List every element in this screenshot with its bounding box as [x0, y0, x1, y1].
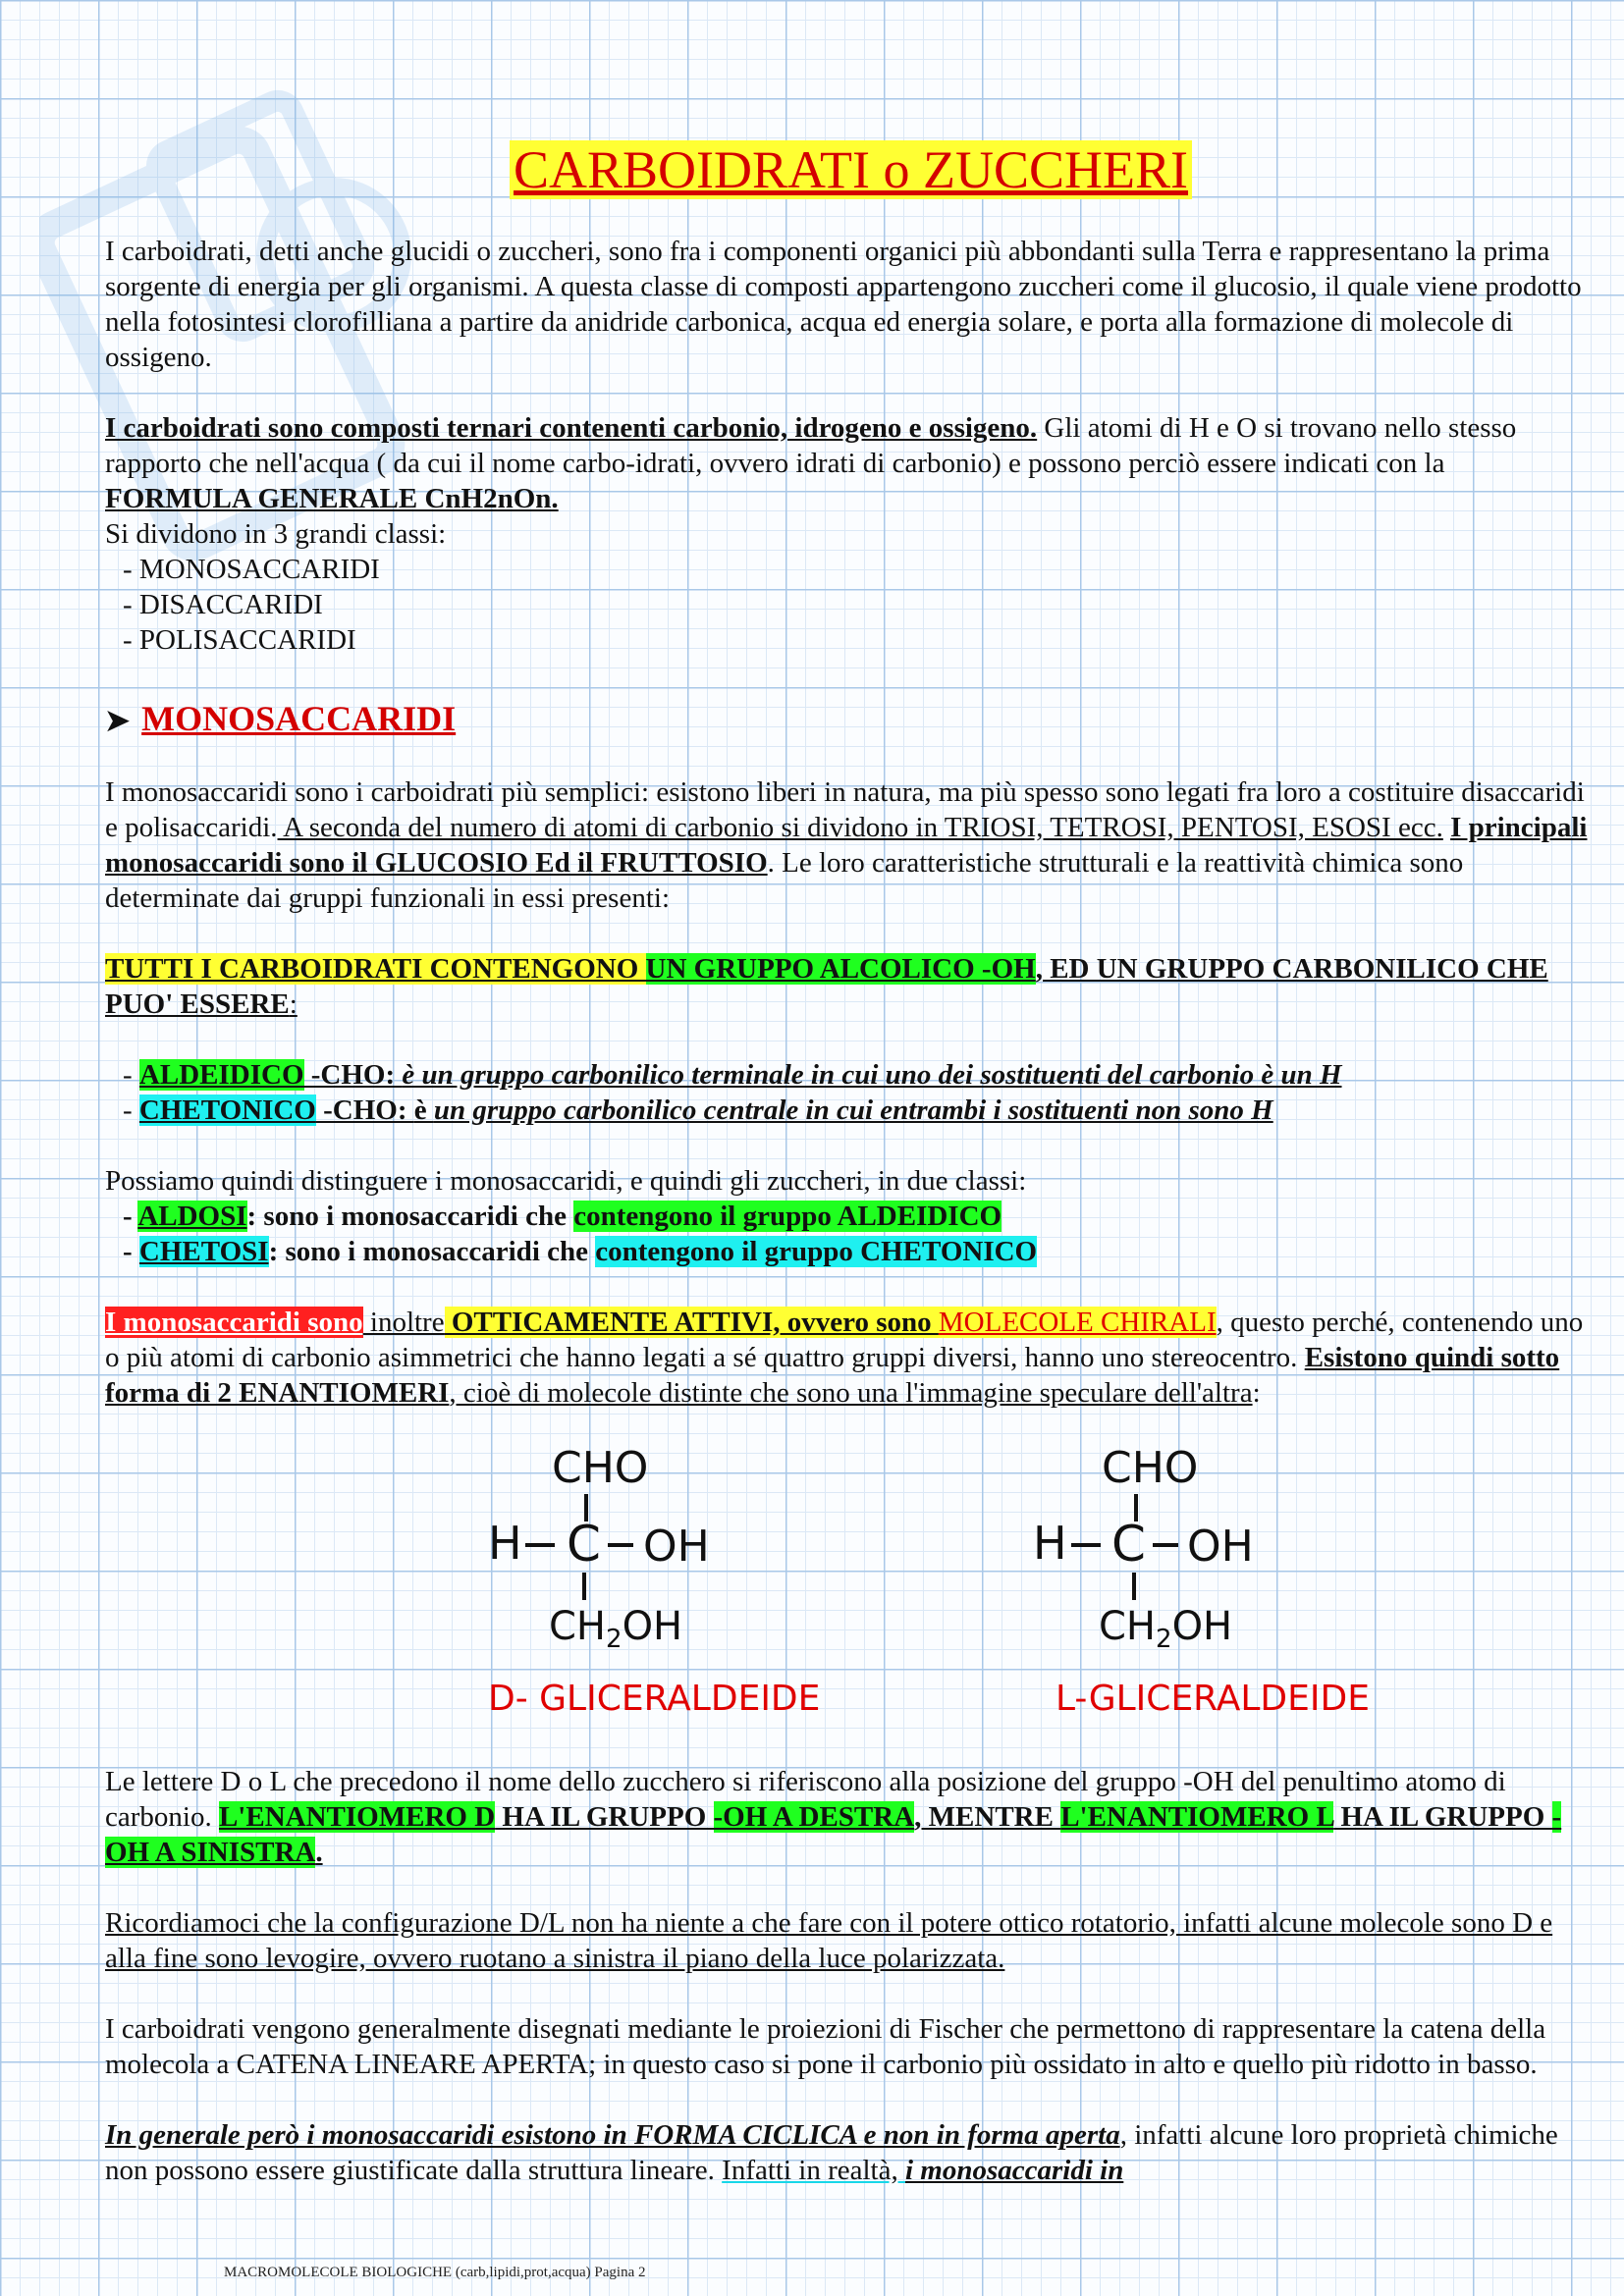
d-cho-label: CHO — [552, 1443, 649, 1493]
d-glyceraldehyde-structure — [488, 1443, 820, 1719]
d-c-label: C — [567, 1516, 601, 1573]
section-heading-monosaccaridi: ➤ MONOSACCARIDI — [105, 699, 457, 738]
dl-paragraph: Le lettere D o L che precedono il nome dello zucchero si riferiscono alla posizione del gruppo -OH del penultimo atomo di carbonio. L'ENANTIOMERO D HA IL GRUPPO -OH A DESTRA, MENTRE L'ENANTIOMERO L HA IL GRUPPO -OH A SINISTRA. — [105, 1766, 1562, 1868]
group-aldeidico: - ALDEIDICO -CHO: è un gruppo carbonilico terminale in cui uno dei sostituenti del carbonio è un H — [123, 1059, 1342, 1091]
l-ch2oh-label: $CH_2OH$ — [1099, 1604, 1233, 1654]
glyceraldehyde-figure — [468, 1443, 1411, 1728]
arrow-bullet-icon: ➤ — [105, 705, 131, 737]
l-h-label: H — [1033, 1517, 1067, 1570]
tutti-statement: TUTTI I CARBOIDRATI CONTENGONO UN GRUPPO ALCOLICO -OH, ED UN GRUPPO CARBONILICO CHE PUO' ESSERE: — [105, 953, 1548, 1020]
fischer-paragraph: I carboidrati vengono generalmente disegnati mediante le proiezioni di Fischer che permettono di rappresentare la catena della molecola a CATENA LINEARE APERTA; in questo caso si pone il carbonio più ossidato in alto e quello più ridotto in basso. — [105, 2013, 1546, 2080]
ternari-paragraph — [105, 410, 1588, 516]
page-title: CARBOIDRATI o ZUCCHERI — [510, 140, 1192, 199]
l-cho-label: CHO — [1102, 1443, 1199, 1493]
d-ch2oh-label: $CH_2OH$ — [549, 1604, 683, 1654]
d-glyceraldehyde-label: D- GLICERALDEIDE — [488, 1679, 821, 1719]
aldeidico-label: ALDEIDICO — [138, 1059, 304, 1091]
l-glyceraldehyde-structure — [1033, 1443, 1370, 1719]
ternari-lead: I carboidrati sono composti ternari contenenti carbonio, idrogeno e ossigeno. — [105, 412, 1038, 444]
class-item-2: - DISACCARIDI — [123, 589, 323, 620]
distinguish-paragraph: Possiamo quindi distinguere i monosaccaridi, e quindi gli zuccheri, in due classi: — [105, 1165, 1027, 1197]
class-item-3: - POLISACCARIDI — [123, 624, 356, 656]
mono-paragraph: I monosaccaridi sono i carboidrati più semplici: esistono liberi in natura, ma più spesso sono legati fra loro a costituire disaccaridi e polisaccaridi. A seconda del numero di atomi di carbonio si dividono in TRIOSI, TETROSI, PENTOSI, ESOSI ecc. I principali monosaccaridi sono il GLUCOSIO Ed il FRUTTOSIO. Le loro caratteristiche strutturali e la reattività chimica sono determinate dai gruppi funzionali in essi presenti: — [105, 776, 1588, 914]
classes-intro: Si dividono in 3 grandi classi: — [105, 518, 447, 550]
chetosi-item: - CHETOSI: sono i monosaccaridi che contengono il gruppo CHETONICO — [123, 1236, 1038, 1267]
l-glyceraldehyde-label: L-GLICERALDEIDE — [1056, 1679, 1370, 1719]
general-formula: FORMULA GENERALE CnH2nOn. — [105, 483, 559, 514]
aldosi-item: - ALDOSI: sono i monosaccaridi che contengono il gruppo ALDEIDICO — [123, 1201, 1002, 1232]
d-h-label: H — [488, 1517, 522, 1570]
l-oh-label: OH — [1187, 1522, 1254, 1572]
chetonico-label: CHETONICO — [138, 1095, 316, 1126]
ricordiamo-paragraph: Ricordiamoci che la configurazione D/L non ha niente a che fare con il potere ottico rotatorio, infatti alcune molecole sono D e alla fine sono levogire, ovvero ruotano a sinistra il piano della luce polarizzata. — [105, 1907, 1553, 1974]
class-item-1: - MONOSACCARIDI — [123, 554, 380, 585]
intro-paragraph: I carboidrati, detti anche glucidi o zuccheri, sono fra i componenti organici più abbondanti sulla Terra e rappresentano la prima sorgente di energia per gli organismi. A questa classe di composti appartengono zuccheri come il glucosio, il quale viene prodotto nella fotosintesi clorofilliana a partire da anidride carbonica, acqua ed energia solare, e porta alla formazione di molecole di ossigeno. — [105, 236, 1582, 373]
d-oh-label: OH — [643, 1522, 710, 1572]
ternari-rest: Gli atomi di H e O si trovano nello stesso rapporto che nell'acqua ( da cui il nome carbo-idrati, ovvero idrati di carbonio) e possono perciò essere indicati con la — [105, 412, 1517, 479]
ciclica-paragraph: In generale però i monosaccaridi esistono in FORMA CICLICA e non in forma aperta, infatti alcune loro proprietà chimiche non possono essere giustificate dalla struttura lineare. Infatti in realtà, i monosaccaridi in — [105, 2119, 1558, 2186]
group-chetonico: - CHETONICO -CHO: è un gruppo carbonilico centrale in cui entrambi i sostituenti non sono H — [123, 1095, 1273, 1126]
l-c-label: C — [1111, 1516, 1146, 1573]
page-footer: MACROMOLECOLE BIOLOGICHE (carb,lipidi,prot,acqua) Pagina 2 — [224, 2265, 646, 2280]
chiral-paragraph: I monosaccaridi sono inoltre OTTICAMENTE ATTIVI, ovvero sono MOLECOLE CHIRALI, questo perché, contenendo uno o più atomi di carbonio asimmetrici che hanno legati a sé quattro gruppi diversi, hanno uno stereocentro. Esistono quindi sotto forma di 2 ENANTIOMERI, cioè di molecole distinte che sono una l'immagine speculare dell'altra: — [105, 1307, 1584, 1409]
